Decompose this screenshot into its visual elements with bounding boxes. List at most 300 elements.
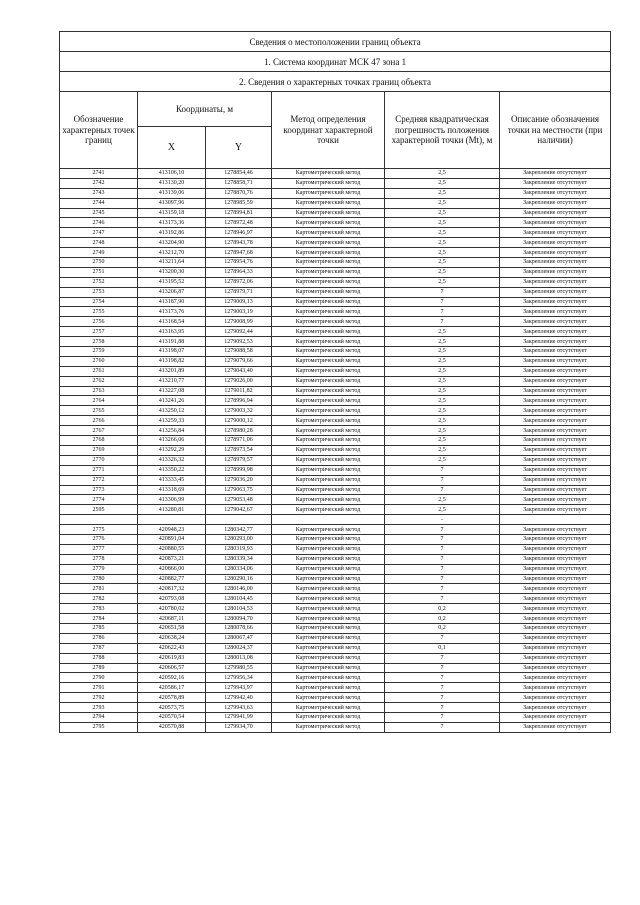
point-number: 2748 (60, 238, 138, 248)
coord-y: 1278858,71 (206, 178, 272, 188)
table-row (60, 396, 611, 406)
error-cell: 0,2 (385, 614, 500, 624)
point-number: 2782 (60, 594, 138, 604)
error-cell: 2,5 (385, 218, 500, 228)
table-row (60, 169, 611, 179)
column-header-y: Y (206, 127, 272, 169)
coord-y: 1279941,99 (206, 712, 272, 722)
table-row (60, 623, 611, 633)
method-cell: Картометрический метод (272, 525, 385, 535)
description-cell: Закрепление отсутствует (500, 643, 611, 653)
coord-x: 413250,12 (138, 406, 206, 416)
description-cell: Закрепление отсутствует (500, 564, 611, 574)
table-row (60, 544, 611, 554)
method-cell: Картометрический метод (272, 178, 385, 188)
method-cell: Картометрический метод (272, 505, 385, 515)
point-number: 2787 (60, 643, 138, 653)
table-row (60, 436, 611, 446)
point-number: 2794 (60, 712, 138, 722)
coord-x: 420687,11 (138, 614, 206, 624)
table-row (60, 376, 611, 386)
table-row (60, 218, 611, 228)
coord-x: 420573,75 (138, 703, 206, 713)
coord-x: 413211,64 (138, 258, 206, 268)
description-cell: Закрепление отсутствует (500, 495, 611, 505)
coord-x: 413306,99 (138, 495, 206, 505)
description-cell: Закрепление отсутствует (500, 248, 611, 258)
error-cell: 2,5 (385, 366, 500, 376)
coord-y: 1278979,71 (206, 287, 272, 297)
coord-y: 1278954,76 (206, 258, 272, 268)
method-cell: Картометрический метод (272, 228, 385, 238)
error-cell: 2,5 (385, 188, 500, 198)
coord-y: 1279063,75 (206, 485, 272, 495)
coord-y: 1278971,06 (206, 436, 272, 446)
method-cell: Картометрический метод (272, 317, 385, 327)
point-number: 2780 (60, 574, 138, 584)
coord-x: 413168,54 (138, 317, 206, 327)
error-cell: 2,5 (385, 198, 500, 208)
method-cell: Картометрический метод (272, 722, 385, 732)
table-row (60, 228, 611, 238)
coord-x: 420651,58 (138, 623, 206, 633)
coord-x: 413173,36 (138, 218, 206, 228)
coord-y: 1278980,28 (206, 426, 272, 436)
coord-y: 1278999,98 (206, 465, 272, 475)
coord-x: 420880,55 (138, 544, 206, 554)
coord-x: 413187,90 (138, 297, 206, 307)
coordinate-system-caption: 1. Система координат МСК 47 зона 1 (60, 52, 611, 72)
method-cell: Картометрический метод (272, 327, 385, 337)
point-number: 2758 (60, 337, 138, 347)
error-cell: 7 (385, 297, 500, 307)
method-cell: Картометрический метод (272, 366, 385, 376)
description-cell: Закрепление отсутствует (500, 307, 611, 317)
description-cell: Закрепление отсутствует (500, 475, 611, 485)
point-number: 2777 (60, 544, 138, 554)
description-cell: Закрепление отсутствует (500, 297, 611, 307)
coord-x: 420570,54 (138, 712, 206, 722)
table-row (60, 653, 611, 663)
description-cell: Закрепление отсутствует (500, 267, 611, 277)
point-number: 2766 (60, 416, 138, 426)
method-cell: Картометрический метод (272, 297, 385, 307)
table-row (60, 703, 611, 713)
error-cell: 7 (385, 465, 500, 475)
error-cell: 0,2 (385, 623, 500, 633)
error-cell: 2,5 (385, 406, 500, 416)
table-row (60, 238, 611, 248)
point-number: 2770 (60, 455, 138, 465)
description-cell: Закрепление отсутствует (500, 594, 611, 604)
coord-x: 420606,57 (138, 663, 206, 673)
coord-y: 1278994,81 (206, 208, 272, 218)
description-cell: Закрепление отсутствует (500, 277, 611, 287)
point-number: 2752 (60, 277, 138, 287)
method-cell: Картометрический метод (272, 485, 385, 495)
description-cell: Закрепление отсутствует (500, 218, 611, 228)
point-number: 2747 (60, 228, 138, 238)
separator-dash: - (385, 515, 500, 525)
method-cell: Картометрический метод (272, 703, 385, 713)
coord-y: 1278870,76 (206, 188, 272, 198)
coord-x: 413201,89 (138, 366, 206, 376)
coord-y: 1279026,00 (206, 376, 272, 386)
error-cell: 2,5 (385, 426, 500, 436)
coord-x: 413212,70 (138, 248, 206, 258)
point-number: 2754 (60, 297, 138, 307)
coord-x: 420622,43 (138, 643, 206, 653)
table-row (60, 712, 611, 722)
method-cell: Картометрический метод (272, 248, 385, 258)
table-row (60, 426, 611, 436)
table-row (60, 534, 611, 544)
description-cell: Закрепление отсутствует (500, 722, 611, 732)
method-cell: Картометрический метод (272, 455, 385, 465)
point-number: 2769 (60, 445, 138, 455)
method-cell: Картометрический метод (272, 465, 385, 475)
coord-y: 1278943,78 (206, 238, 272, 248)
coord-x: 420817,32 (138, 584, 206, 594)
error-cell: 7 (385, 584, 500, 594)
coord-y: 1280024,37 (206, 643, 272, 653)
method-cell: Картометрический метод (272, 426, 385, 436)
coord-x: 413173,76 (138, 307, 206, 317)
column-header-method: Метод определения координат характерной точки (272, 92, 385, 169)
description-cell: Закрепление отсутствует (500, 604, 611, 614)
error-cell: 0,2 (385, 604, 500, 614)
table-row (60, 356, 611, 366)
method-cell: Картометрический метод (272, 169, 385, 179)
point-number: 2765 (60, 406, 138, 416)
table-row (60, 495, 611, 505)
table-row (60, 604, 611, 614)
error-cell: 2,5 (385, 228, 500, 238)
table-row (60, 673, 611, 683)
point-number: 2745 (60, 208, 138, 218)
error-cell: 7 (385, 712, 500, 722)
point-number: 2790 (60, 673, 138, 683)
method-cell: Картометрический метод (272, 584, 385, 594)
point-number: 2761 (60, 366, 138, 376)
coord-x: 413256,84 (138, 426, 206, 436)
point-number: 2773 (60, 485, 138, 495)
coord-x: 420592,16 (138, 673, 206, 683)
coord-x: 413191,88 (138, 337, 206, 347)
coord-x: 413130,20 (138, 178, 206, 188)
point-number: 2756 (60, 317, 138, 327)
coord-x: 413206,87 (138, 287, 206, 297)
error-cell: 2,5 (385, 178, 500, 188)
error-cell: 7 (385, 683, 500, 693)
point-number: 2746 (60, 218, 138, 228)
coord-y: 1279079,66 (206, 356, 272, 366)
point-number: 2762 (60, 376, 138, 386)
coord-y: 1278972,06 (206, 277, 272, 287)
coord-y: 1279053,48 (206, 495, 272, 505)
method-cell: Картометрический метод (272, 287, 385, 297)
coord-x: 420586,17 (138, 683, 206, 693)
method-cell: Картометрический метод (272, 347, 385, 357)
method-cell: Картометрический метод (272, 396, 385, 406)
table-row (60, 178, 611, 188)
error-cell: 7 (385, 485, 500, 495)
error-cell: 2,5 (385, 169, 500, 179)
error-cell: 7 (385, 544, 500, 554)
description-cell: Закрепление отсутствует (500, 445, 611, 455)
coord-x: 413163,95 (138, 327, 206, 337)
error-cell: 7 (385, 574, 500, 584)
point-number: 2795 (60, 722, 138, 732)
method-cell: Картометрический метод (272, 475, 385, 485)
point-number: 2778 (60, 554, 138, 564)
error-cell: 7 (385, 525, 500, 535)
error-cell: 7 (385, 594, 500, 604)
error-cell: 2,5 (385, 277, 500, 287)
coord-y: 1279003,19 (206, 307, 272, 317)
description-cell: Закрепление отсутствует (500, 633, 611, 643)
coord-x: 413326,32 (138, 455, 206, 465)
point-number: 2788 (60, 653, 138, 663)
table-row (60, 248, 611, 258)
table-row (60, 208, 611, 218)
point-number: 2757 (60, 327, 138, 337)
method-cell: Картометрический метод (272, 307, 385, 317)
coord-y: 1280067,47 (206, 633, 272, 643)
table-body (60, 169, 611, 733)
point-number: 2776 (60, 534, 138, 544)
description-cell: Закрепление отсутствует (500, 356, 611, 366)
coord-y: 1280078,66 (206, 623, 272, 633)
coord-y: 1279942,40 (206, 693, 272, 703)
error-cell: 7 (385, 653, 500, 663)
coord-y: 1280334,06 (206, 564, 272, 574)
column-header-error: Средняя квадратическая погрешность положения характерной точки (Mt), м (385, 92, 500, 169)
description-cell: Закрепление отсутствует (500, 693, 611, 703)
description-cell: Закрепление отсутствует (500, 169, 611, 179)
coord-y: 1278947,68 (206, 248, 272, 258)
description-cell: Закрепление отсутствует (500, 327, 611, 337)
error-cell: 2,5 (385, 386, 500, 396)
description-cell: Закрепление отсутствует (500, 673, 611, 683)
description-cell: Закрепление отсутствует (500, 376, 611, 386)
method-cell: Картометрический метод (272, 643, 385, 653)
table-row (60, 465, 611, 475)
point-number: 2772 (60, 475, 138, 485)
description-cell: Закрепление отсутствует (500, 198, 611, 208)
coord-y: 1279036,20 (206, 475, 272, 485)
coord-x: 420619,83 (138, 653, 206, 663)
coord-x: 413204,90 (138, 238, 206, 248)
description-cell: Закрепление отсутствует (500, 485, 611, 495)
description-cell: Закрепление отсутствует (500, 534, 611, 544)
table-row (60, 198, 611, 208)
table-row (60, 406, 611, 416)
description-cell: Закрепление отсутствует (500, 614, 611, 624)
point-number: 2771 (60, 465, 138, 475)
point-number: 2781 (60, 584, 138, 594)
error-cell: 7 (385, 673, 500, 683)
point-number: 2750 (60, 258, 138, 268)
coord-y: 1280013,08 (206, 653, 272, 663)
table-row (60, 337, 611, 347)
description-cell: Закрепление отсутствует (500, 317, 611, 327)
coord-x: 420873,21 (138, 554, 206, 564)
table-row (60, 584, 611, 594)
coord-y: 1278985,59 (206, 198, 272, 208)
method-cell: Картометрический метод (272, 376, 385, 386)
error-cell: 2,5 (385, 238, 500, 248)
error-cell: 2,5 (385, 495, 500, 505)
point-number: 2783 (60, 604, 138, 614)
table-row (60, 386, 611, 396)
coord-x: 413139,06 (138, 188, 206, 198)
coord-y: 1279011,82 (206, 386, 272, 396)
document-title: Сведения о местоположении границ объекта (60, 32, 611, 52)
coord-y: 1280342,77 (206, 525, 272, 535)
coord-y: 1280104,45 (206, 594, 272, 604)
point-number: 2791 (60, 683, 138, 693)
point-number: 2774 (60, 495, 138, 505)
method-cell: Картометрический метод (272, 386, 385, 396)
coord-y: 1279003,32 (206, 406, 272, 416)
description-cell: Закрепление отсутствует (500, 178, 611, 188)
table-row (60, 445, 611, 455)
description-cell: Закрепление отсутствует (500, 396, 611, 406)
error-cell: 2,5 (385, 337, 500, 347)
table-row (60, 317, 611, 327)
coord-x: 413227,08 (138, 386, 206, 396)
method-cell: Картометрический метод (272, 564, 385, 574)
method-cell: Картометрический метод (272, 693, 385, 703)
coord-y: 1278964,33 (206, 267, 272, 277)
point-number: 2595 (60, 505, 138, 515)
table-row (60, 347, 611, 357)
table-row (60, 554, 611, 564)
group-separator-row (60, 515, 611, 525)
coord-y: 1279934,70 (206, 722, 272, 732)
error-cell: 2,5 (385, 436, 500, 446)
description-cell: Закрепление отсутствует (500, 416, 611, 426)
coord-y: 1280094,70 (206, 614, 272, 624)
point-number: 2793 (60, 703, 138, 713)
description-cell: Закрепление отсутствует (500, 623, 611, 633)
coord-y: 1278973,54 (206, 445, 272, 455)
error-cell: 2,5 (385, 505, 500, 515)
point-number: 2749 (60, 248, 138, 258)
description-cell: Закрепление отсутствует (500, 574, 611, 584)
boundary-document (59, 31, 610, 733)
point-number: 2785 (60, 623, 138, 633)
error-cell: 7 (385, 534, 500, 544)
method-cell: Картометрический метод (272, 337, 385, 347)
coord-x: 413210,77 (138, 376, 206, 386)
method-cell: Картометрический метод (272, 633, 385, 643)
coord-y: 1278979,57 (206, 455, 272, 465)
error-cell: 7 (385, 287, 500, 297)
method-cell: Картометрический метод (272, 574, 385, 584)
coord-y: 1278946,97 (206, 228, 272, 238)
error-cell: 2,5 (385, 267, 500, 277)
coord-y: 1279943,97 (206, 683, 272, 693)
point-number: 2759 (60, 347, 138, 357)
method-cell: Картометрический метод (272, 267, 385, 277)
method-cell: Картометрический метод (272, 663, 385, 673)
method-cell: Картометрический метод (272, 208, 385, 218)
table-row (60, 416, 611, 426)
table-row (60, 643, 611, 653)
coord-x: 413097,96 (138, 198, 206, 208)
description-cell: Закрепление отсутствует (500, 228, 611, 238)
table-row (60, 594, 611, 604)
description-cell: Закрепление отсутствует (500, 208, 611, 218)
coord-x: 413195,52 (138, 277, 206, 287)
description-cell: Закрепление отсутствует (500, 287, 611, 297)
table-row (60, 366, 611, 376)
description-cell: Закрепление отсутствует (500, 337, 611, 347)
error-cell: 2,5 (385, 455, 500, 465)
table-row (60, 683, 611, 693)
description-cell: Закрепление отсутствует (500, 544, 611, 554)
table-row (60, 455, 611, 465)
error-cell: 7 (385, 554, 500, 564)
method-cell: Картометрический метод (272, 534, 385, 544)
description-cell: Закрепление отсутствует (500, 465, 611, 475)
method-cell: Картометрический метод (272, 614, 385, 624)
error-cell: 2,5 (385, 208, 500, 218)
method-cell: Картометрический метод (272, 683, 385, 693)
coord-y: 1279008,99 (206, 317, 272, 327)
coord-x: 420570,88 (138, 722, 206, 732)
column-header-point: Обозначение характерных точек границ (60, 92, 138, 169)
method-cell: Картометрический метод (272, 445, 385, 455)
error-cell: 7 (385, 722, 500, 732)
method-cell: Картометрический метод (272, 712, 385, 722)
error-cell: 7 (385, 475, 500, 485)
coord-x: 420780,02 (138, 604, 206, 614)
coord-y: 1280293,00 (206, 534, 272, 544)
error-cell: 2,5 (385, 376, 500, 386)
method-cell: Картометрический метод (272, 258, 385, 268)
coord-y: 1280290,16 (206, 574, 272, 584)
coord-y: 1278854,46 (206, 169, 272, 179)
table-row (60, 297, 611, 307)
coord-y: 1279092,53 (206, 337, 272, 347)
separator-cell (206, 515, 272, 525)
description-cell: Закрепление отсутствует (500, 712, 611, 722)
error-cell: 2,5 (385, 248, 500, 258)
coord-y: 1278972,48 (206, 218, 272, 228)
description-cell: Закрепление отсутствует (500, 436, 611, 446)
coord-y: 1280339,34 (206, 554, 272, 564)
coord-x: 413350,22 (138, 465, 206, 475)
coord-y: 1280104,53 (206, 604, 272, 614)
coord-y: 1278996,94 (206, 396, 272, 406)
coord-y: 1279088,58 (206, 347, 272, 357)
separator-cell (60, 515, 138, 525)
error-cell: 0,1 (385, 643, 500, 653)
method-cell: Картометрический метод (272, 544, 385, 554)
method-cell: Картометрический метод (272, 594, 385, 604)
point-number: 2784 (60, 614, 138, 624)
point-number: 2741 (60, 169, 138, 179)
method-cell: Картометрический метод (272, 198, 385, 208)
coord-x: 413318,69 (138, 485, 206, 495)
table-row (60, 574, 611, 584)
error-cell: 2,5 (385, 258, 500, 268)
separator-cell (500, 515, 611, 525)
description-cell: Закрепление отсутствует (500, 703, 611, 713)
